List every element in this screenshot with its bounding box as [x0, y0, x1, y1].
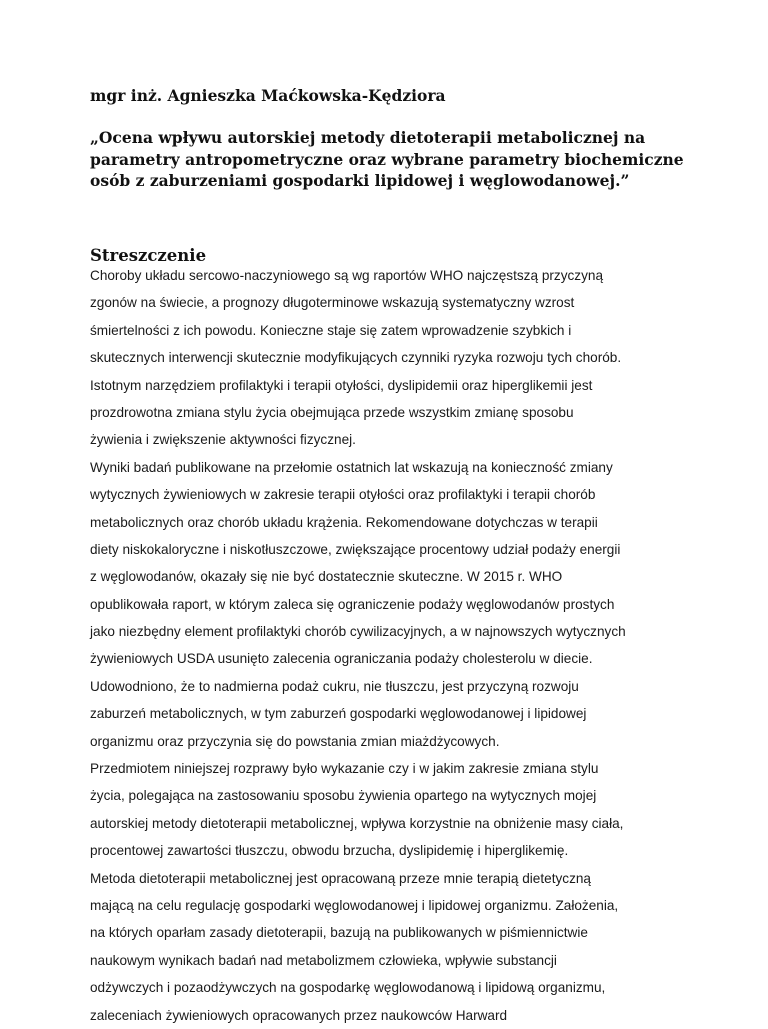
- body-line: zaburzeń metabolicznych, w tym zaburzeń gospodarki węglowodanowej i lipidowej: [90, 706, 587, 722]
- body-line: Przedmiotem niniejszej rozprawy było wykazanie czy i w jakim zakresie zmiana stylu: [90, 761, 599, 777]
- author-name: mgr inż. Agnieszka Maćkowska-Kędziora: [90, 86, 446, 105]
- body-line: życia, polegająca na zastosowaniu sposobu żywienia opartego na wytycznych mojej: [90, 788, 597, 804]
- abstract-body: [90, 262, 730, 1029]
- body-line: Istotnym narzędziem profilaktyki i terapii otyłości, dyslipidemii oraz hiperglikemii jest: [90, 377, 593, 393]
- body-line: zgonów na świecie, a prognozy długoterminowe wskazują systematyczny wzrost: [90, 295, 575, 311]
- body-line: Udowodniono, że to nadmierna podaż cukru, nie tłuszczu, jest przyczyną rozwoju: [90, 678, 579, 694]
- body-line: prozdrowotna zmiana stylu życia obejmująca przede wszystkim zmianę sposobu: [90, 404, 574, 420]
- body-line: Metoda dietoterapii metabolicznej jest opracowaną przeze mnie terapią dietetyczną: [90, 870, 591, 886]
- section-heading: Streszczenie: [90, 246, 207, 265]
- title-line: osób z zaburzeniami gospodarki lipidowej i węglowodanowej.”: [90, 171, 630, 190]
- body-line: zaleceniach żywieniowych opracowanych przez naukowców Harward: [90, 1007, 508, 1023]
- body-line: autorskiej metody dietoterapii metabolicznej, wpływa korzystnie na obniżenie masy ciała,: [90, 815, 624, 831]
- title-line: „Ocena wpływu autorskiej metody dietoterapii metabolicznej na: [90, 128, 646, 147]
- body-line: żywienia i zwiększenie aktywności fizycznej.: [90, 432, 356, 448]
- body-line: jako niezbędny element profilaktyki chorób cywilizacyjnych, a w najnowszych wytycznych: [90, 624, 626, 640]
- body-line: procentowej zawartości tłuszczu, obwodu brzucha, dyslipidemię i hiperglikemię.: [90, 843, 569, 859]
- body-line: na których oparłam zasady dietoterapii, bazują na publikowanych w piśmiennictwie: [90, 925, 588, 941]
- body-line: wytycznych żywieniowych w zakresie terapii otyłości oraz profilaktyki i terapii chorób: [90, 487, 596, 503]
- body-line: organizmu oraz przyczynia się do powstania zmian miażdżycowych.: [90, 733, 500, 749]
- body-line: diety niskokaloryczne i niskotłuszczowe, zwiększające procentowy udział podaży energii: [90, 541, 621, 557]
- body-line: z węglowodanów, okazały się nie być dostatecznie skuteczne. W 2015 r. WHO: [90, 569, 563, 585]
- body-line: śmiertelności z ich powodu. Konieczne staje się zatem wprowadzenie szybkich i: [90, 322, 572, 338]
- thesis-title: [90, 127, 730, 192]
- body-line: mającą na celu regulację gospodarki węglowodanowej i lipidowej organizmu. Założenia,: [90, 897, 619, 913]
- body-line: Choroby układu sercowo-naczyniowego są wg raportów WHO najczęstszą przyczyną: [90, 268, 604, 283]
- body-line: metabolicznych oraz chorób układu krążenia. Rekomendowane dotychczas w terapii: [90, 514, 598, 530]
- body-line: opublikowała raport, w którym zaleca się ograniczenie podaży węglowodanów prostych: [90, 596, 615, 612]
- body-line: skutecznych interwencji skutecznie modyfikujących czynniki ryzyka rozwoju tych chorób.: [90, 350, 622, 366]
- body-line: Wyniki badań publikowane na przełomie ostatnich lat wskazują na konieczność zmiany: [90, 459, 613, 475]
- body-line: żywieniowych USDA usunięto zalecenia ograniczania podaży cholesterolu w diecie.: [90, 651, 593, 667]
- title-line: parametry antropometryczne oraz wybrane parametry biochemiczne: [90, 149, 684, 169]
- body-line: odżywczych i pozaodżywczych na gospodarkę węglowodanową i lipidową organizmu,: [90, 980, 606, 996]
- body-line: naukowym wynikach badań nad metabolizmem człowieka, wpływie substancji: [90, 952, 557, 968]
